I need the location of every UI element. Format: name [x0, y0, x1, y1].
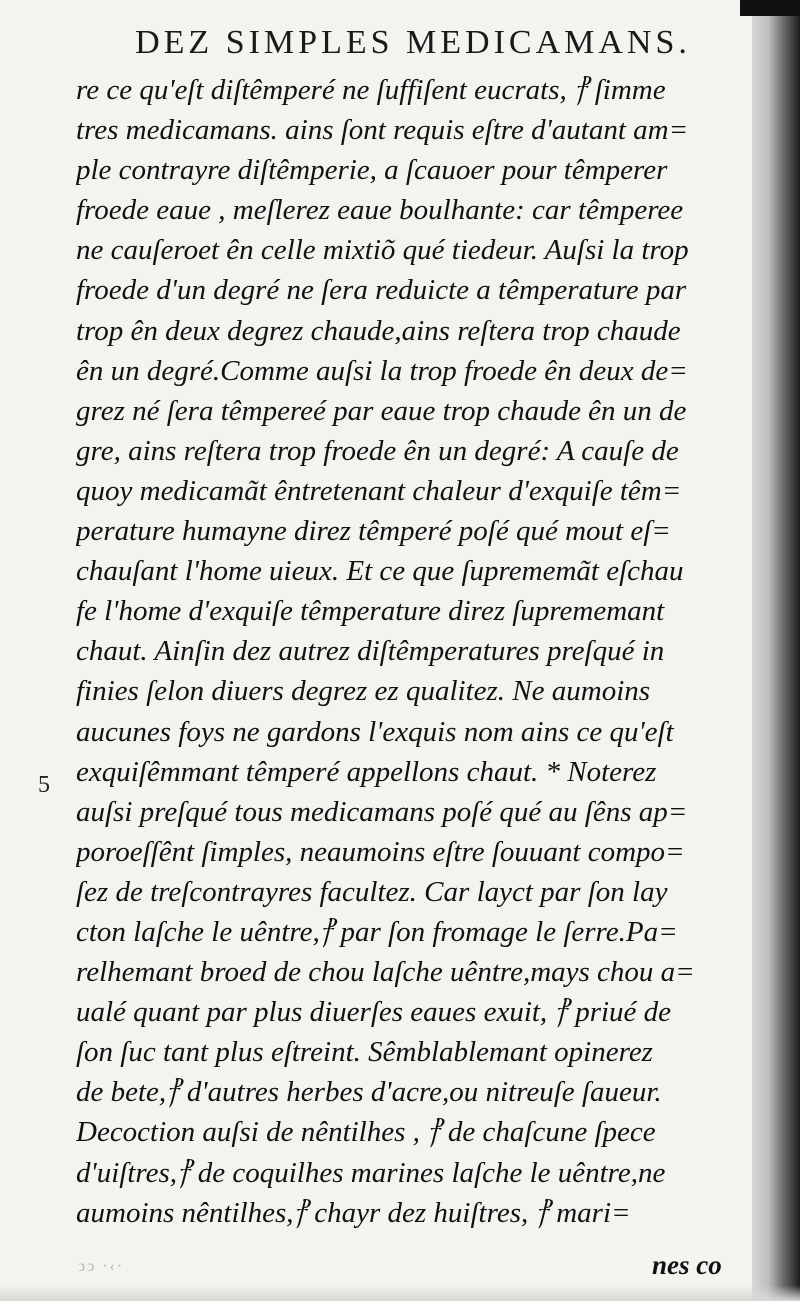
- text-line: ne cauſeroet ên celle mixtiõ qué tiedeur. Auſsi la trop: [76, 234, 689, 267]
- text-line: ſez de treſcontrayres facultez. Car layct par ſon lay: [76, 875, 668, 908]
- text-line: froede eaue , meſlerez eaue boulhante: car têmperee: [76, 194, 684, 227]
- text-line: gre, ains reſtera trop froede ên un degré: A cauſe de: [76, 434, 679, 467]
- text-line: aumoins nêntilhes,⳨ chayr dez huiſtres, ⳨ mari=: [76, 1196, 631, 1229]
- text-line: quoy medicamãt êntretenant chaleur d'exquiſe têm=: [76, 474, 682, 507]
- running-header: DEZ SIMPLES MEDICAMANS.: [135, 24, 691, 61]
- text-line: chauſant l'home uieux. Et ce que ſuprememãt eſchau: [76, 555, 684, 588]
- book-gutter-shadow: [752, 0, 800, 1301]
- text-line: froede d'un degré ne ſera reduicte a têmperature par: [76, 274, 687, 307]
- faint-bleedthrough-mark: ↄↄ ·‹·: [78, 1258, 125, 1275]
- text-line: chaut. Ainſin dez autrez diſtêmperatures preſqué in: [76, 635, 665, 668]
- text-line: Decoction auſsi de nêntilhes , ⳨ de chaſcune ſpece: [76, 1116, 656, 1149]
- text-line: ên un degré.Comme auſsi la trop froede ên deux de=: [76, 354, 688, 387]
- text-line: perature humayne direz têmperé poſé qué mout eſ=: [76, 515, 671, 548]
- text-line: ualé quant par plus diuerſes eaues exuit, ⳨ priué de: [76, 996, 672, 1029]
- text-line: cton laſche le uêntre,⳨ par ſon fromage le ſerre.Pa=: [76, 915, 678, 948]
- text-line: aucunes foys ne gardons l'exquis nom ains ce qu'eſt: [76, 715, 674, 748]
- text-line: re ce qu'eſt diſtêmperé ne ſuffiſent eucrats, ⳨ ſimme: [76, 74, 666, 106]
- text-line: exquiſêmmant têmperé appellons chaut. * Noterez: [76, 755, 657, 788]
- text-line: finies ſelon diuers degrez ez qualitez. Ne aumoins: [76, 675, 651, 708]
- text-line: fe l'home d'exquiſe têmperature direz ſuprememant: [76, 595, 665, 628]
- page-bottom-edge: [0, 1285, 800, 1301]
- text-line: trop ên deux degrez chaude,ains reſtera trop chaude: [76, 314, 681, 347]
- text-line: relhemant broed de chou laſche uêntre,mays chou a=: [76, 956, 695, 989]
- text-line: tres medicamans. ains ſont requis eſtre d'autant am=: [76, 114, 689, 147]
- catchword: nes co: [652, 1250, 722, 1280]
- body-text: [76, 70, 736, 1233]
- text-line: d'uiſtres,⳨ de coquilhes marines laſche le uêntre,ne: [76, 1156, 666, 1189]
- text-line: auſsi preſqué tous medicamans poſé qué au ſêns ap=: [76, 795, 688, 828]
- text-line: ſon ſuc tant plus eſtreint. Sêmblablemant opinerez: [76, 1036, 653, 1069]
- margin-note: 5: [38, 772, 50, 798]
- text-line: ple contrayre diſtêmperie, a ſcauoer pour têmperer: [76, 154, 668, 187]
- text-line: de bete,⳨ d'autres herbes d'acre,ou nitreuſe ſaueur.: [76, 1076, 662, 1109]
- page-corner-shadow: [740, 0, 800, 16]
- text-line: poroeſſênt ſimples, neaumoins eſtre ſouuant compo=: [76, 835, 685, 868]
- text-line: grez né ſera têmpereé par eaue trop chaude ên un de: [76, 394, 687, 427]
